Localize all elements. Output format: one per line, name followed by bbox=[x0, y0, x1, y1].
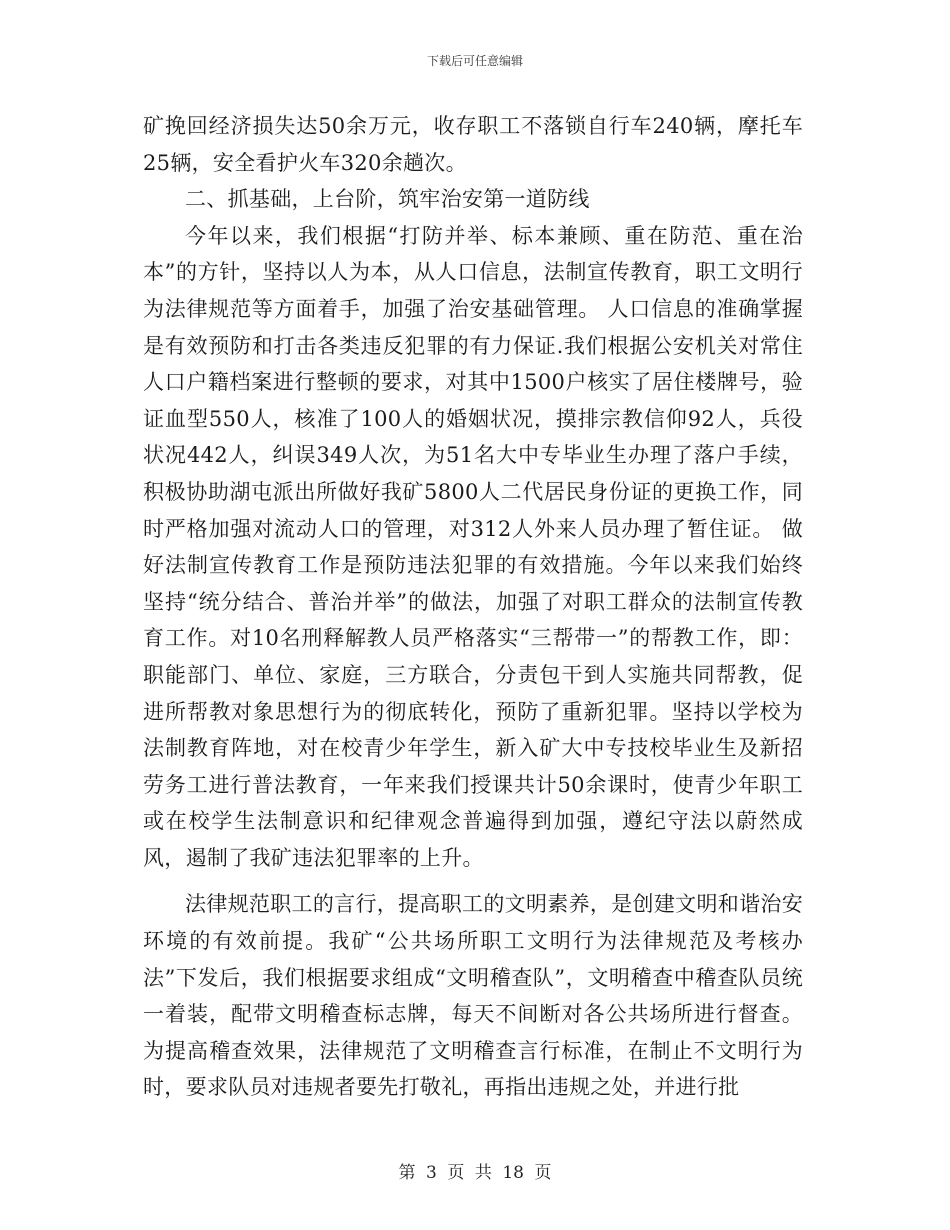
document-body bbox=[143, 108, 803, 1106]
page-header-note: 下载后可任意编辑 bbox=[426, 54, 523, 68]
section-heading: 二、抓基础，上台阶，筑牢治安第一道防线 bbox=[185, 187, 590, 212]
paragraph-continuation: 矿挽回经济损失达50余万元，收存职工不落锁自行车240辆，摩托车25辆，安全看护火车320余趟次。 bbox=[143, 114, 803, 175]
paragraph-civility-patrol: 法律规范职工的言行，提高职工的文明素养，是创建文明和谐治安环境的有效前提。我矿“公共场所职工文明行为法律规范及考核办法”下发后，我们根据要求组成“文明稽查队”，文明稽查中稽查队员统一着装，配带文明稽查标志牌，每天不间断对各公共场所进行督查。为提高稽查效果，法律规范了文明稽查言行标准，在制止不文明行为时，要求队员对违规者要先打敬礼，再指出违规之处，并进行批 bbox=[143, 892, 803, 1100]
paragraph-population-info: 今年以来，我们根据“打防并举、标本兼顾、重在防范、重在治本”的方针，坚持以人为本，从人口信息，法制宣传教育，职工文明行为法律规范等方面着手，加强了治安基础管理。 人口信息的准确掌握是有效预防和打击各类违反犯罪的有力保证.我们根据公安机关对常住人口户籍档案进行整顿的要求，对其中1500户核实了居住楼牌号，验证血型550人，核准了100人的婚姻状况，摸排宗教信仰92人，兵役状况442人，纠误349人次，为51名大中专毕业生办理了落户手续，积极协助湖屯派出所做好我矿5800人二代居民身份证的更换工作，同时严格加强对流动人口的管理，对312人外来人员办理了暂住证。 做好法制宣传教育工作是预防违法犯罪的有效措施。今年以来我们始终坚持“统分结合、普治并举”的做法，加强了对职工群众的法制宣传教育工作。对10名刑释解教人员严格落实“三帮带一”的帮教工作，即：职能部门、单位、家庭，三方联合，分责包干到人实施共同帮教，促进所帮教对象思想行为的彻底转化，预防了重新犯罪。坚持以学校为法制教育阵地，对在校青少年学生，新入矿大中专技校毕业生及新招劳务工进行普法教育，一年来我们授课共计50余课时，使青少年职工或在校学生法制意识和纪律观念普遍得到加强，遵纪守法以蔚然成风，遏制了我矿违法犯罪率的上升。 bbox=[143, 223, 803, 870]
page-footer-number: 第 3 页 共 18 页 bbox=[398, 1163, 552, 1183]
